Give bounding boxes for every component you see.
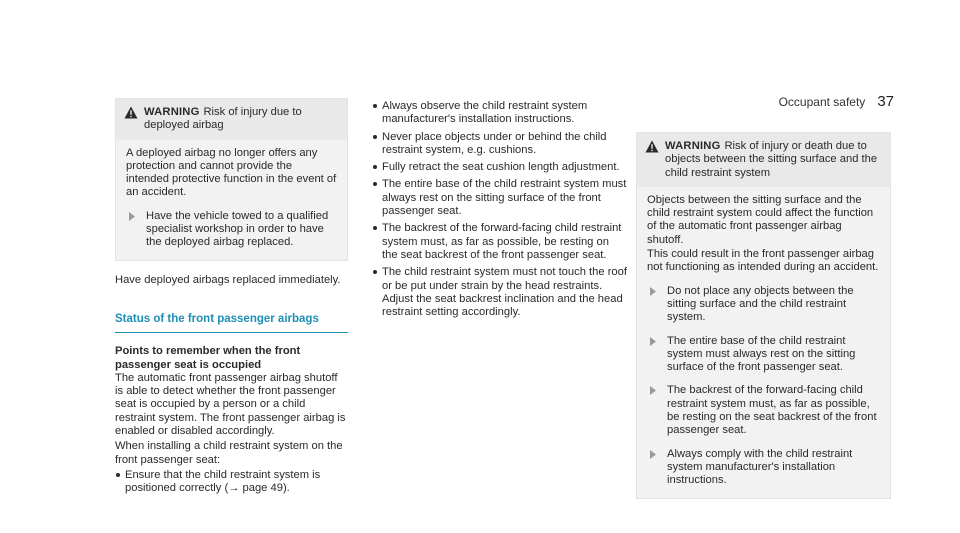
warning-box-airbag xyxy=(115,98,348,261)
bullet-list xyxy=(372,100,627,319)
warning-body xyxy=(116,140,347,260)
arrow-right-icon xyxy=(650,287,656,296)
arrow-right-icon xyxy=(650,337,656,346)
list-item: Fully retract the seat cushion length adjustment. xyxy=(372,161,627,174)
warning-triangle-icon xyxy=(645,140,659,153)
list-item: The backrest of the forward-facing child restraint system must, as far as possible, be resting on the seat backrest of the front passenger seat. xyxy=(372,222,627,262)
warning-step xyxy=(647,384,880,437)
warning-step-text: Do not place any objects between the sitting surface and the child restraint system. xyxy=(667,284,854,324)
arrow-right-icon xyxy=(129,212,135,221)
list-item: Always observe the child restraint system manufacturer's installation instructions. xyxy=(372,100,627,127)
body-text: Have deployed airbags replaced immediately. xyxy=(115,273,341,286)
subheading: Points to remember when the front passenger seat is occupied xyxy=(115,345,301,371)
warning-box-objects xyxy=(636,132,891,499)
warning-header xyxy=(116,99,347,140)
warning-step xyxy=(647,448,880,488)
warning-body-text: This could result in the front passenger airbag not functioning as intended during an accident. xyxy=(647,248,879,274)
column-middle xyxy=(372,100,627,323)
column-right xyxy=(636,132,891,499)
paragraph: The automatic front passenger airbag shutoff is able to detect whether the front passenger seat is occupied by a person or a child restraint system. The front passenger airbag is enabled or disabled accordingly. xyxy=(115,371,346,438)
list-item: Never place objects under or behind the child restraint system, e.g. cushions. xyxy=(372,131,627,158)
warning-heading: Risk of injury or death due to objects between the sitting surface and the child restraint system xyxy=(665,140,878,179)
warning-triangle-icon xyxy=(124,106,138,119)
warning-step-text: The backrest of the forward-facing child restraint system must, as far as possible, be resting on the seat backrest of the front passenger seat. xyxy=(667,384,877,437)
paragraph: When installing a child restraint system on the front passenger seat: xyxy=(115,440,343,466)
bullet-list xyxy=(115,469,348,496)
warning-body xyxy=(637,187,890,498)
warning-label: WARNING xyxy=(144,106,200,118)
warning-step-text: Have the vehicle towed to a qualified specialist workshop in order to have the deployed airbag replaced. xyxy=(146,209,329,249)
arrow-right-icon xyxy=(650,386,656,395)
section-header-title: Occupant safety xyxy=(778,95,866,109)
arrow-right-icon xyxy=(650,450,656,459)
warning-label: WARNING xyxy=(665,140,721,152)
column-left xyxy=(115,98,348,496)
list-item: The child restraint system must not touch the roof or be put under strain by the head restraints. Adjust the seat backrest inclination and the head restraint setting accordingly. xyxy=(372,266,627,319)
warning-step-text: Always comply with the child restraint system manufacturer's installation instructions. xyxy=(667,447,853,487)
warning-heading: Risk of injury due to deployed airbag xyxy=(144,106,302,132)
warning-step xyxy=(647,335,880,375)
warning-body-text: Objects between the sitting surface and the child restraint system could affect the function of the automatic front passenger airbag shutoff. xyxy=(647,193,874,246)
warning-step xyxy=(126,210,337,250)
warning-step-text: The entire base of the child restraint system must always rest on the sitting surface of the front passenger seat. xyxy=(667,334,856,374)
page-header xyxy=(779,95,894,109)
page-number: 37 xyxy=(877,93,894,110)
warning-body-text: A deployed airbag no longer offers any protection and cannot provide the intended protective function in the event of an accident. xyxy=(126,146,337,199)
section-title: Status of the front passenger airbags xyxy=(115,313,348,333)
warning-step xyxy=(647,285,880,325)
list-item: Ensure that the child restraint system is positioned correctly (→ page 49). xyxy=(115,469,348,496)
list-item: The entire base of the child restraint system must always rest on the sitting surface of the front passenger seat. xyxy=(372,178,627,218)
warning-header xyxy=(637,133,890,187)
